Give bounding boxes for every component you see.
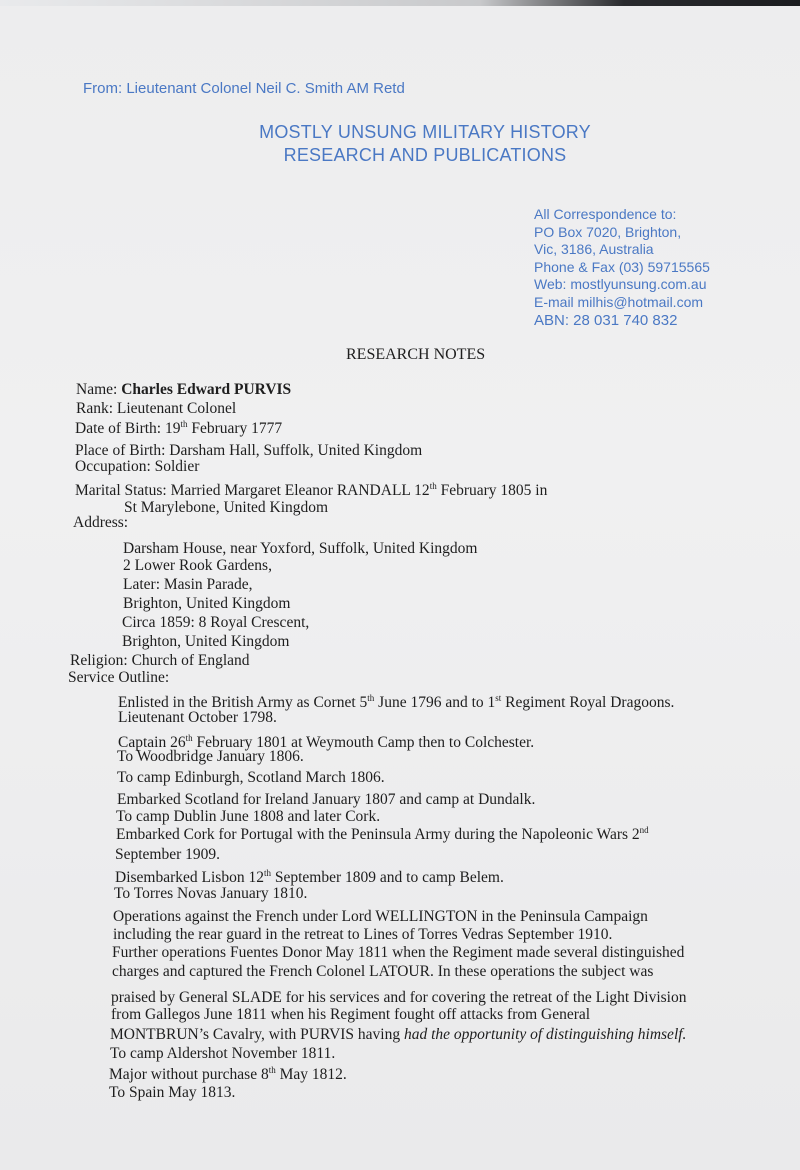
service-line: September 1909. xyxy=(115,846,221,863)
service-label: Service Outline: xyxy=(68,669,170,686)
contact-line: PO Box 7020, Brighton, xyxy=(534,223,682,240)
service-text-italic: had the opportunity of distinguishing himself. xyxy=(403,1026,687,1043)
service-text: Captain 26 xyxy=(118,734,186,751)
address-line: Circa 1859: 8 Royal Crescent, xyxy=(122,614,310,631)
religion-line: Religion: Church of England xyxy=(70,652,250,669)
marital-text-end: February 1805 in xyxy=(436,482,548,499)
address-line: Later: Masin Parade, xyxy=(123,576,253,593)
marital-line2: St Marylebone, United Kingdom xyxy=(124,499,329,516)
service-line: charges and captured the French Colonel LATOUR. In these operations the subject was xyxy=(112,963,654,980)
service-text: Regiment Royal Dragoons. xyxy=(501,694,675,711)
service-line: To Torres Novas January 1810. xyxy=(114,885,308,902)
service-line: To camp Dublin June 1808 and later Cork. xyxy=(116,808,381,825)
marital-line xyxy=(75,482,547,500)
contact-line: E-mail milhis@hotmail.com xyxy=(534,293,704,310)
service-text: Enlisted in the British Army as Cornet 5 xyxy=(118,694,368,711)
service-line xyxy=(109,1066,347,1084)
contact-line: Vic, 3186, Australia xyxy=(534,241,654,258)
service-line: including the rear guard in the retreat to Lines of Torres Vedras September 1910. xyxy=(113,926,613,943)
service-sup: th xyxy=(367,693,375,703)
address-line: Darsham House, near Yoxford, Suffolk, United Kingdom xyxy=(123,540,478,557)
occupation-line: Occupation: Soldier xyxy=(75,458,200,475)
dob-sup: th xyxy=(180,419,188,429)
service-text: February 1801 at Weymouth Camp then to Colchester. xyxy=(192,734,535,751)
service-line: Further operations Fuentes Donor May 1811 when the Regiment made several distinguished xyxy=(112,944,685,961)
contact-block xyxy=(534,206,710,329)
service-line: praised by General SLADE for his services and for covering the retreat of the Light Division xyxy=(111,989,687,1006)
address-line: Brighton, United Kingdom xyxy=(123,595,291,612)
service-line: Lieutenant October 1798. xyxy=(118,709,277,726)
service-line: To Woodbridge January 1806. xyxy=(117,748,304,765)
service-line: from Gallegos June 1811 when his Regiment fought off attacks from General xyxy=(111,1006,591,1023)
service-sup: th xyxy=(263,868,271,878)
service-text: Disembarked Lisbon 12 xyxy=(115,869,264,886)
name-label: Name: xyxy=(76,381,122,398)
service-line xyxy=(110,1026,686,1044)
contact-line: All Correspondence to: xyxy=(534,206,677,222)
service-line: To Spain May 1813. xyxy=(109,1084,236,1101)
address-label: Address: xyxy=(73,514,129,531)
service-text: May 1812. xyxy=(275,1066,347,1083)
contact-line: Phone & Fax (03) 59715565 xyxy=(534,258,710,275)
service-sup: st xyxy=(495,693,502,703)
service-text: September 1809 and to camp Belem. xyxy=(270,869,504,886)
dob-text: Date of Birth: 19 xyxy=(75,420,181,437)
service-sup: th xyxy=(185,733,193,743)
abn-line: ABN: 28 031 740 832 xyxy=(534,311,678,329)
service-line: To camp Edinburgh, Scotland March 1806. xyxy=(117,769,385,786)
name-line xyxy=(76,381,291,399)
service-line: Embarked Scotland for Ireland January 1807 and camp at Dundalk. xyxy=(117,791,536,808)
address-line: Brighton, United Kingdom xyxy=(122,633,290,650)
address-line: 2 Lower Rook Gardens, xyxy=(123,557,272,574)
dob-line xyxy=(75,420,282,438)
pob-line: Place of Birth: Darsham Hall, Suffolk, United Kingdom xyxy=(75,442,423,459)
name-value: Charles Edward PURVIS xyxy=(121,381,292,398)
service-line: Operations against the French under Lord WELLINGTON in the Peninsula Campaign xyxy=(113,908,648,925)
marital-text: Marital Status: Married Margaret Eleanor RANDALL 12 xyxy=(75,482,430,499)
service-line xyxy=(116,826,649,844)
service-line: To camp Aldershot November 1811. xyxy=(110,1045,336,1062)
service-text: Embarked Cork for Portugal with the Peninsula Army during the Napoleonic Wars 2 xyxy=(116,826,640,843)
marital-sup: th xyxy=(429,481,437,491)
contact-line: Web: mostlyunsung.com.au xyxy=(534,276,707,293)
org-title-line1: MOSTLY UNSUNG MILITARY HISTORY xyxy=(259,122,591,142)
org-title-line2: RESEARCH AND PUBLICATIONS xyxy=(283,145,567,165)
service-sup: nd xyxy=(639,825,649,835)
from-line: From: Lieutenant Colonel Neil C. Smith AM Retd xyxy=(83,80,405,97)
service-text: Major without purchase 8 xyxy=(109,1066,269,1083)
dob-text-end: February 1777 xyxy=(187,420,283,437)
rank-line: Rank: Lieutenant Colonel xyxy=(76,400,237,417)
service-text: MONTBRUN’s Cavalry, with PURVIS having xyxy=(110,1026,404,1043)
section-heading: RESEARCH NOTES xyxy=(346,346,486,363)
service-sup: th xyxy=(268,1065,276,1075)
service-text: June 1796 and to 1 xyxy=(374,694,496,711)
